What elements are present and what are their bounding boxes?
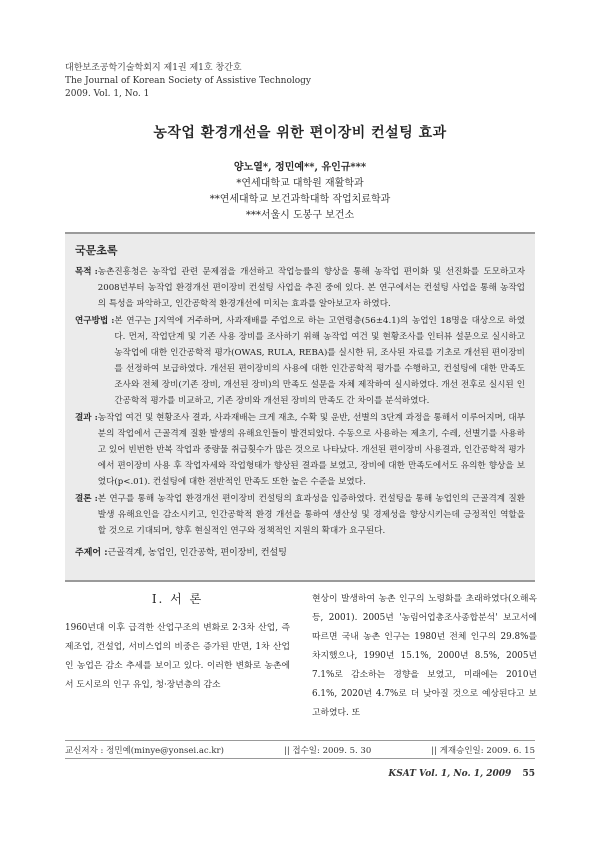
abstract-purpose xyxy=(75,264,525,312)
paper-title: 농작업 환경개선을 위한 편이장비 컨설팅 효과 xyxy=(153,125,447,141)
introduction-paragraph-left: 1960년대 이후 급격한 산업구조의 변화로 2·3차 산업, 즉 제조업, 건설업, 서비스업의 비중은 증가된 반면, 1차 산업인 농업은 감소 추세를 보이고 있다. 이러한 변화로 농촌에서 도시로의 인구 유입, 청·장년층의 감소 xyxy=(65,623,290,690)
abstract-methods-label: 연구방법 : xyxy=(75,316,115,326)
abstract-heading: 국문초록 xyxy=(75,244,118,257)
abstract-results-label: 결과 : xyxy=(75,413,98,423)
keywords-text: 근골격계, 농업인, 인간공학, 편이장비, 컨설팅 xyxy=(107,548,287,558)
received-date: || 접수일: 2009. 5. 30 xyxy=(283,746,372,756)
abstract-results xyxy=(75,410,525,490)
page-number: 55 xyxy=(522,769,535,779)
footer-divider-top xyxy=(65,740,535,741)
abstract-keywords xyxy=(75,545,525,561)
journal-english-name: The Journal of Korean Society of Assistive Technology xyxy=(65,76,312,86)
abstract-conclusion-label: 결론 : xyxy=(75,494,98,504)
affiliation-2: **연세대학교 보건과학대학 작업치료학과 xyxy=(209,194,391,205)
affiliation-1: *연세대학교 대학원 재활학과 xyxy=(236,178,364,189)
abstract-purpose-text: 농촌진흥청은 농작업 관련 문제점을 개선하고 작업능률의 향상을 통해 농작업 편이화 및 선진화를 도모하고자 2008년부터 농작업 환경개선 편이장비 컨설팅 사업을 추진 중에 있다. 본 연구에서는 컨설팅 사업을 통해 농작업의 특성을 파악하고, 인간공학적 환경개선에 미치는 효과를 알아보고자 하였다. xyxy=(97,267,525,309)
journal-volume: 2009. Vol. 1, No. 1 xyxy=(65,89,150,99)
journal-footer xyxy=(388,769,535,779)
abstract-conclusion-text: 본 연구를 통해 농작업 환경개선 편이장비 컨설팅의 효과성을 입증하였다. 컨설팅을 통해 농업인의 근골격계 질환 발생 유해요인을 감소시키고, 인간공학적 환경 개선을 통하여 생산성 및 경제성을 향상시키는데 긍정적인 역할을 할 것으로 기대되며, 향후 현실적인 연구와 정책적인 지원의 확대가 요구된다. xyxy=(97,494,525,536)
affiliation-3: ***서울시 도봉구 보건소 xyxy=(245,210,355,221)
abstract-results-text: 농작업 여건 및 현황조사 결과, 사과재배는 크게 재초, 수확 및 운반, 선별의 3단계 과정을 통해서 이루어지며, 대부분의 작업에서 근골격계 질환 발생의 유해요인들이 발견되었다. 수동으로 사용하는 제초기, 수레, 선별기를 사용하고 있어 빈번한 반복 작업과 중량물 취급횟수가 많은 것으로 나타났다. 개선된 편이장비 사용결과, 인간공학적 평가에서 편이장비 사용 후 작업자세와 작업형태가 향상된 결과를 보였고, 장비에 대한 만족도에서도 유의한 향상을 보였다(p<.01). 컨설팅에 대한 전반적인 만족도 또한 높은 수준을 보였다. xyxy=(97,413,525,487)
journal-short-name: KSAT Vol. 1, No. 1, 2009 xyxy=(388,769,512,779)
footer-info xyxy=(65,744,535,756)
journal-header xyxy=(65,62,311,101)
introduction-paragraph-right: 현상이 발생하여 농촌 인구의 노령화를 초래하였다(오해옥 등, 2001). 2005년 '농림어업총조사종합분석' 보고서에 따르면 국내 농촌 인구는 1980년 전체 인구의 29.8%를 차지했으나, 1990년 15.1%, 2000년 8.5%, 2005년 7.1%로 감소하는 경향을 보였고, 미래에는 2010년 6.1%, 2020년 4.7%로 더 낮아질 것으로 예상된다고 보고하였다. 또 xyxy=(312,594,537,718)
footer-divider-bottom xyxy=(65,758,535,759)
section-heading-introduction: I. 서 론 xyxy=(151,592,204,606)
abstract-purpose-label: 목적 : xyxy=(75,267,98,277)
abstract-box xyxy=(65,232,535,582)
journal-korean-name: 대한보조공학기술학회지 제1권 제1호 창간호 xyxy=(65,63,242,73)
author-block xyxy=(0,160,600,224)
author-names: 양노열*, 정민예**, 유인규*** xyxy=(233,162,367,173)
keywords-label: 주제어 : xyxy=(75,548,108,558)
body-left-column xyxy=(65,590,290,695)
body-right-column xyxy=(312,590,537,723)
abstract-methods xyxy=(75,313,525,409)
correspondence-author: 교신저자 : 정민예(minye@yonsei.ac.kr) xyxy=(65,746,224,756)
abstract-conclusion xyxy=(75,491,525,539)
accepted-date: || 게재승인일: 2009. 6. 15 xyxy=(431,746,535,756)
abstract-methods-text: 본 연구는 J지역에 거주하며, 사과재배를 주업으로 하는 고연령층(56±4.1)의 농업인 18명을 대상으로 하였다. 먼저, 작업단계 및 기존 사용 장비를 조사하기 위해 농작업 여건 및 현황조사를 인터뷰 설문으로 실시하고 농작업에 대한 인간공학적 평가(OWAS, RULA, REBA)를 실시한 뒤, 조사된 자료를 기초로 개선된 편이장비를 선정하여 보급하였다. 개선된 편이장비의 사용에 대한 인간공학적 평가를 수행하고, 컨설팅에 대한 만족도 조사와 전체 장비(기존 장비, 개선된 장비)의 만족도 설문을 자체 제작하여 실시하였다. 개선 전후로 실시된 인간공학적 평가를 비교하고, 기존 장비와 개선된 장비의 만족도 간 차이를 분석하였다. xyxy=(114,316,525,406)
